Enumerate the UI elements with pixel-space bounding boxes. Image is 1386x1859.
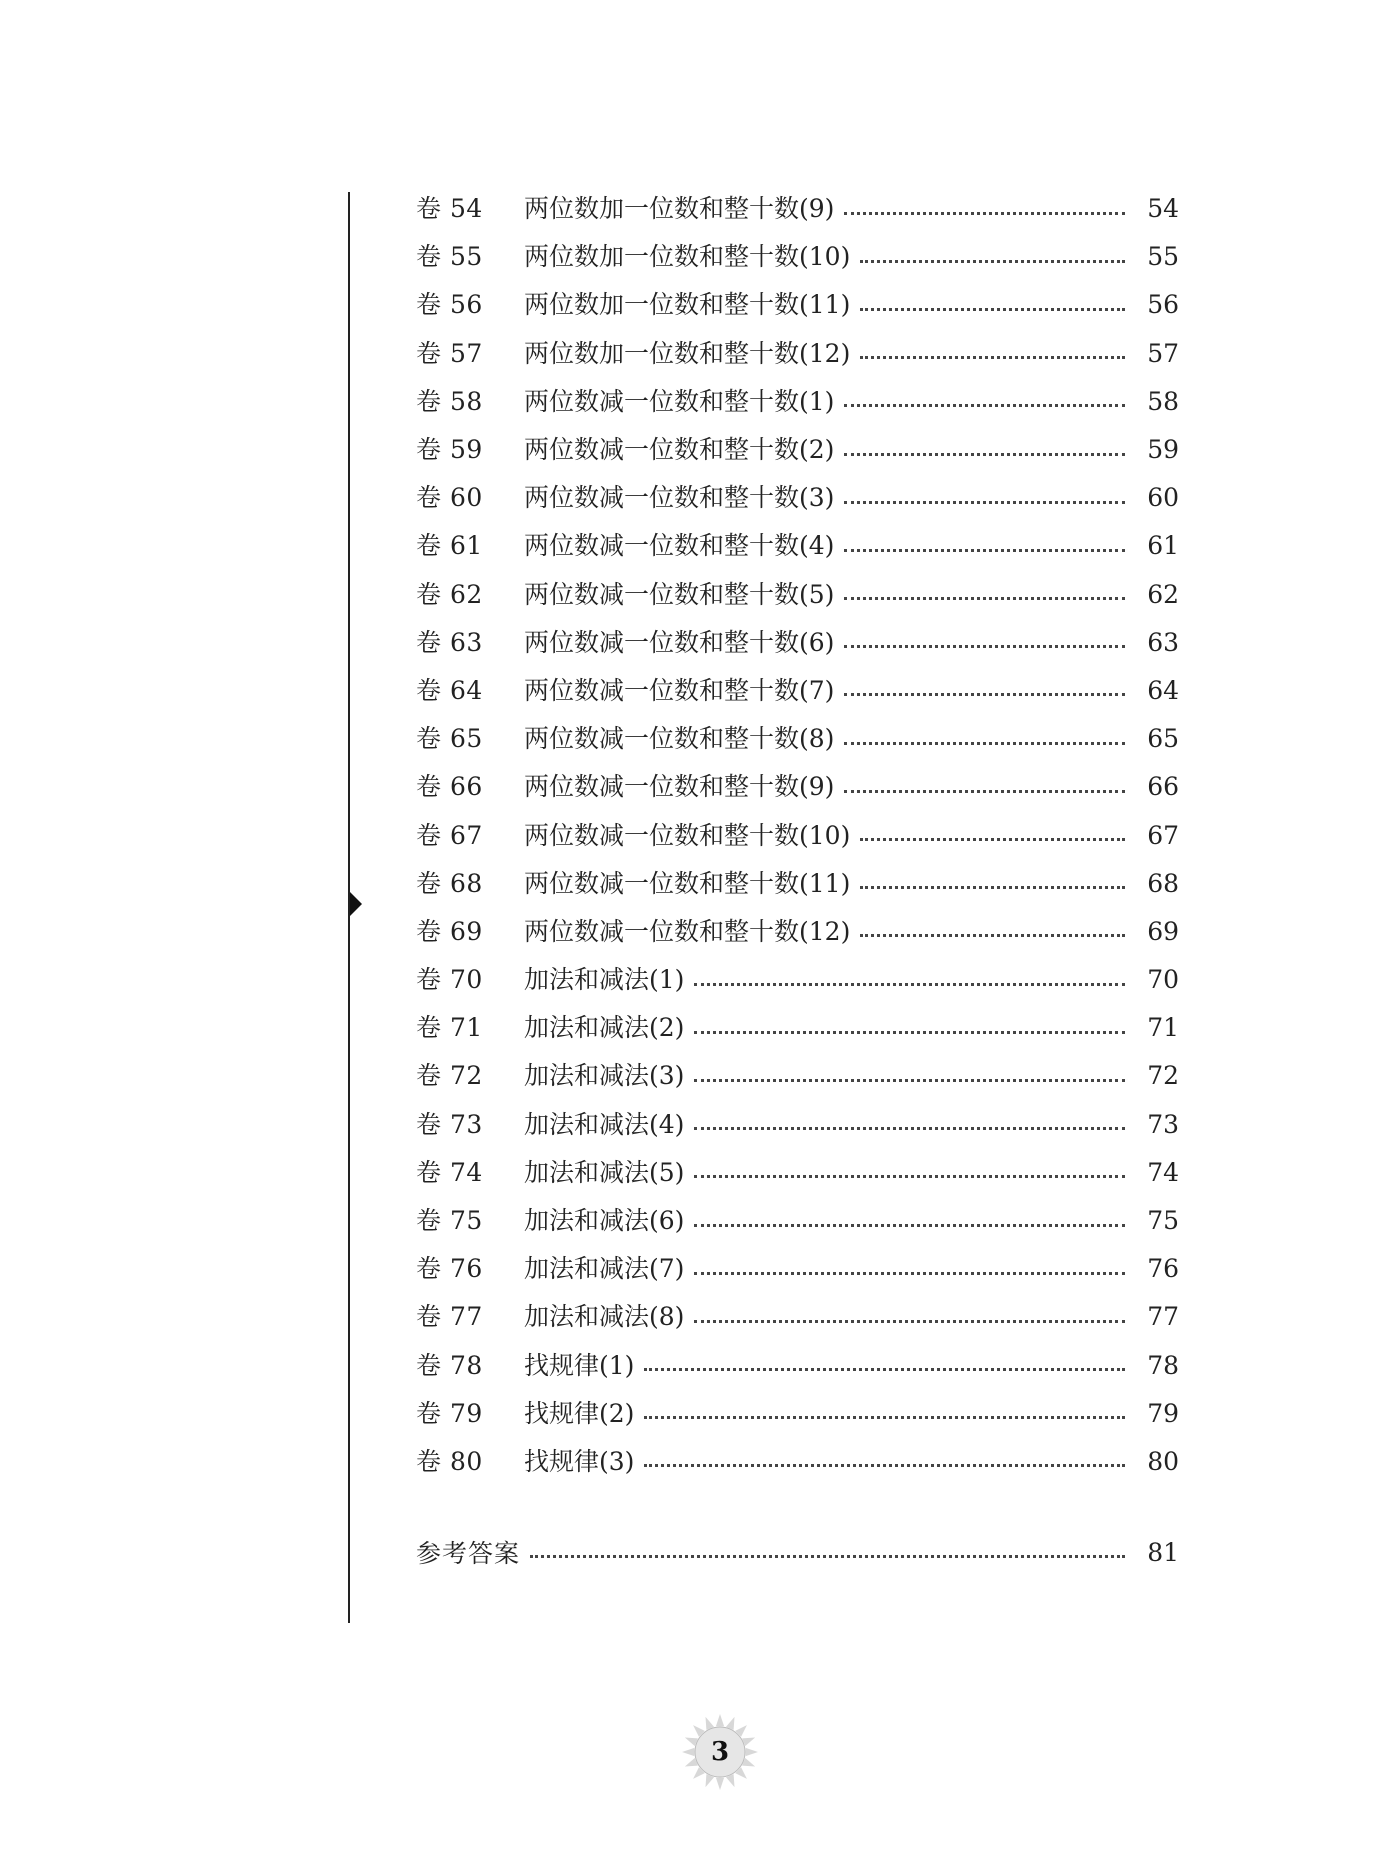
- toc-entry-volume: 卷 66: [416, 772, 483, 802]
- dot-leader: [694, 1320, 1125, 1323]
- toc-entry-page: 77: [1147, 1302, 1179, 1332]
- toc-entry-volume: 卷 62: [416, 579, 483, 609]
- toc-entry-title: 加法和减法(7): [524, 1254, 685, 1284]
- toc-entry-title: 两位数减一位数和整十数(12): [524, 916, 851, 946]
- toc-entry-title: 加法和减法(5): [524, 1157, 685, 1187]
- toc-entry-title: 加法和减法(6): [524, 1206, 685, 1236]
- toc-entry-page: 68: [1147, 868, 1179, 898]
- toc-entry[interactable]: [416, 1438, 1179, 1486]
- toc-entry-volume: 卷 61: [416, 531, 483, 561]
- toc-entry-page: 67: [1147, 820, 1179, 850]
- toc-entry-page: 64: [1147, 675, 1179, 705]
- toc-entry-title: 加法和减法(8): [524, 1302, 685, 1332]
- dot-leader: [530, 1555, 1125, 1558]
- toc-entry-page: 81: [1147, 1537, 1179, 1567]
- toc-entry[interactable]: [416, 667, 1179, 715]
- toc-entry[interactable]: [416, 956, 1179, 1004]
- toc-entry-volume: 卷 77: [416, 1302, 483, 1332]
- toc-entry-page: 57: [1147, 338, 1179, 368]
- toc-entry-page: 76: [1147, 1254, 1179, 1284]
- toc-entry-volume: 卷 75: [416, 1206, 483, 1236]
- toc-entry-page: 63: [1147, 627, 1179, 657]
- toc-entry[interactable]: [416, 185, 1179, 233]
- toc-entry-volume: 卷 64: [416, 675, 483, 705]
- toc-entry[interactable]: [416, 474, 1179, 522]
- dot-leader: [694, 1127, 1125, 1130]
- toc-entry-page: 75: [1147, 1206, 1179, 1236]
- toc-entry-answers[interactable]: [416, 1528, 1179, 1576]
- toc-entry-page: 62: [1147, 579, 1179, 609]
- toc-entry[interactable]: [416, 1293, 1179, 1341]
- toc-entry[interactable]: [416, 811, 1179, 859]
- toc-entry-page: 58: [1147, 386, 1179, 416]
- dot-leader: [844, 404, 1125, 407]
- toc-entry[interactable]: [416, 908, 1179, 956]
- dot-leader: [694, 1224, 1125, 1227]
- toc-entry-title: 加法和减法(4): [524, 1109, 685, 1139]
- toc-entry-volume: 卷 58: [416, 386, 483, 416]
- toc-entry-title: 找规律(2): [524, 1398, 635, 1428]
- toc-entry[interactable]: [416, 619, 1179, 667]
- toc-entry[interactable]: [416, 1004, 1179, 1052]
- toc-entry-page: 65: [1147, 724, 1179, 754]
- dot-leader: [844, 597, 1125, 600]
- toc-entry-title: 两位数加一位数和整十数(12): [524, 338, 851, 368]
- toc-entry-title: 两位数加一位数和整十数(10): [524, 242, 851, 272]
- dot-leader: [694, 1272, 1125, 1275]
- toc-entry-title: 两位数减一位数和整十数(9): [524, 772, 835, 802]
- dot-leader: [860, 934, 1125, 937]
- dot-leader: [844, 790, 1125, 793]
- toc-entry-page: 80: [1147, 1446, 1179, 1476]
- toc-entry-title: 两位数减一位数和整十数(5): [524, 579, 835, 609]
- toc-entry-page: 79: [1147, 1398, 1179, 1428]
- toc-entry-page: 55: [1147, 242, 1179, 272]
- dot-leader: [844, 549, 1125, 552]
- toc-entry-title: 两位数加一位数和整十数(11): [524, 290, 851, 320]
- toc-entry-page: 70: [1147, 965, 1179, 995]
- dot-leader: [644, 1464, 1125, 1467]
- toc-entry-volume: 卷 80: [416, 1446, 483, 1476]
- dot-leader: [694, 983, 1125, 986]
- toc-entry-volume: 卷 72: [416, 1061, 483, 1091]
- toc-entry-page: 60: [1147, 483, 1179, 513]
- toc-entry-volume: 卷 57: [416, 338, 483, 368]
- dot-leader: [694, 1031, 1125, 1034]
- table-of-contents: [416, 185, 1179, 1486]
- toc-entry-volume: 卷 68: [416, 868, 483, 898]
- toc-entry[interactable]: [416, 1052, 1179, 1100]
- dot-leader: [844, 212, 1125, 215]
- toc-entry-volume: 卷 59: [416, 435, 483, 465]
- dot-leader: [644, 1416, 1125, 1419]
- toc-entry-title: 两位数减一位数和整十数(4): [524, 531, 835, 561]
- dot-leader: [844, 453, 1125, 456]
- toc-entry[interactable]: [416, 571, 1179, 619]
- toc-entry-title: 找规律(3): [524, 1446, 635, 1476]
- toc-entry[interactable]: [416, 1149, 1179, 1197]
- toc-entry-title: 两位数减一位数和整十数(10): [524, 820, 851, 850]
- toc-entry-volume: 卷 55: [416, 242, 483, 272]
- toc-entry[interactable]: [416, 378, 1179, 426]
- dot-leader: [860, 886, 1125, 889]
- toc-entry-title: 加法和减法(1): [524, 965, 685, 995]
- toc-entry-page: 66: [1147, 772, 1179, 802]
- toc-entry-title: 两位数减一位数和整十数(1): [524, 386, 835, 416]
- page-marker-triangle-icon: [350, 892, 362, 916]
- toc-entry-page: 69: [1147, 916, 1179, 946]
- toc-entry-title: 两位数加一位数和整十数(9): [524, 194, 835, 224]
- toc-entry-page: 54: [1147, 194, 1179, 224]
- toc-entry-title: 两位数减一位数和整十数(8): [524, 724, 835, 754]
- toc-entry-volume: 卷 74: [416, 1157, 483, 1187]
- toc-entry-volume: 卷 73: [416, 1109, 483, 1139]
- toc-entry-page: 61: [1147, 531, 1179, 561]
- toc-entry-volume: 卷 78: [416, 1350, 483, 1380]
- toc-entry-volume: 卷 60: [416, 483, 483, 513]
- toc-entry-volume: 卷 63: [416, 627, 483, 657]
- dot-leader: [860, 308, 1125, 311]
- page-number-badge: [680, 1712, 760, 1792]
- toc-entry-title: 两位数减一位数和整十数(2): [524, 435, 835, 465]
- dot-leader: [694, 1079, 1125, 1082]
- toc-entry-title: 找规律(1): [524, 1350, 635, 1380]
- toc-entry-page: 56: [1147, 290, 1179, 320]
- toc-entry[interactable]: [416, 860, 1179, 908]
- toc-entry-title: 参考答案: [416, 1539, 521, 1568]
- toc-entry[interactable]: [416, 330, 1179, 378]
- toc-entry-page: 78: [1147, 1350, 1179, 1380]
- toc-entry[interactable]: [416, 233, 1179, 281]
- toc-entry-volume: 卷 54: [416, 194, 483, 224]
- toc-entry-title: 加法和减法(2): [524, 1013, 685, 1043]
- toc-entry-volume: 卷 56: [416, 290, 483, 320]
- toc-entry-page: 72: [1147, 1061, 1179, 1091]
- toc-entry[interactable]: [416, 426, 1179, 474]
- dot-leader: [844, 645, 1125, 648]
- toc-entry-volume: 卷 69: [416, 916, 483, 946]
- dot-leader: [860, 356, 1125, 359]
- toc-entry-title: 两位数减一位数和整十数(6): [524, 627, 835, 657]
- toc-entry[interactable]: [416, 715, 1179, 763]
- toc-entry[interactable]: [416, 1245, 1179, 1293]
- toc-entry-volume: 卷 76: [416, 1254, 483, 1284]
- dot-leader: [860, 260, 1125, 263]
- toc-entry-volume: 卷 65: [416, 724, 483, 754]
- toc-entry-title: 加法和减法(3): [524, 1061, 685, 1091]
- toc-entry[interactable]: [416, 1197, 1179, 1245]
- dot-leader: [844, 501, 1125, 504]
- toc-entry-title: 两位数减一位数和整十数(3): [524, 483, 835, 513]
- toc-entry-page: 71: [1147, 1013, 1179, 1043]
- toc-entry-title: 两位数减一位数和整十数(7): [524, 675, 835, 705]
- toc-entry-volume: 卷 70: [416, 965, 483, 995]
- dot-leader: [860, 838, 1125, 841]
- toc-entry[interactable]: [416, 1101, 1179, 1149]
- dot-leader: [694, 1175, 1125, 1178]
- toc-entry[interactable]: [416, 1342, 1179, 1390]
- toc-entry[interactable]: [416, 1390, 1179, 1438]
- toc-entry-title: 两位数减一位数和整十数(11): [524, 868, 851, 898]
- toc-entry-volume: 卷 79: [416, 1398, 483, 1428]
- toc-entry-volume: 卷 71: [416, 1013, 483, 1043]
- toc-entry[interactable]: [416, 281, 1179, 329]
- toc-entry-volume: 卷 67: [416, 820, 483, 850]
- toc-entry-page: 73: [1147, 1109, 1179, 1139]
- toc-entry[interactable]: [416, 522, 1179, 570]
- toc-entry-page: 59: [1147, 435, 1179, 465]
- dot-leader: [644, 1368, 1125, 1371]
- toc-entry-page: 74: [1147, 1157, 1179, 1187]
- toc-entry[interactable]: [416, 763, 1179, 811]
- dot-leader: [844, 693, 1125, 696]
- dot-leader: [844, 742, 1125, 745]
- page-number: 3: [710, 1737, 730, 1767]
